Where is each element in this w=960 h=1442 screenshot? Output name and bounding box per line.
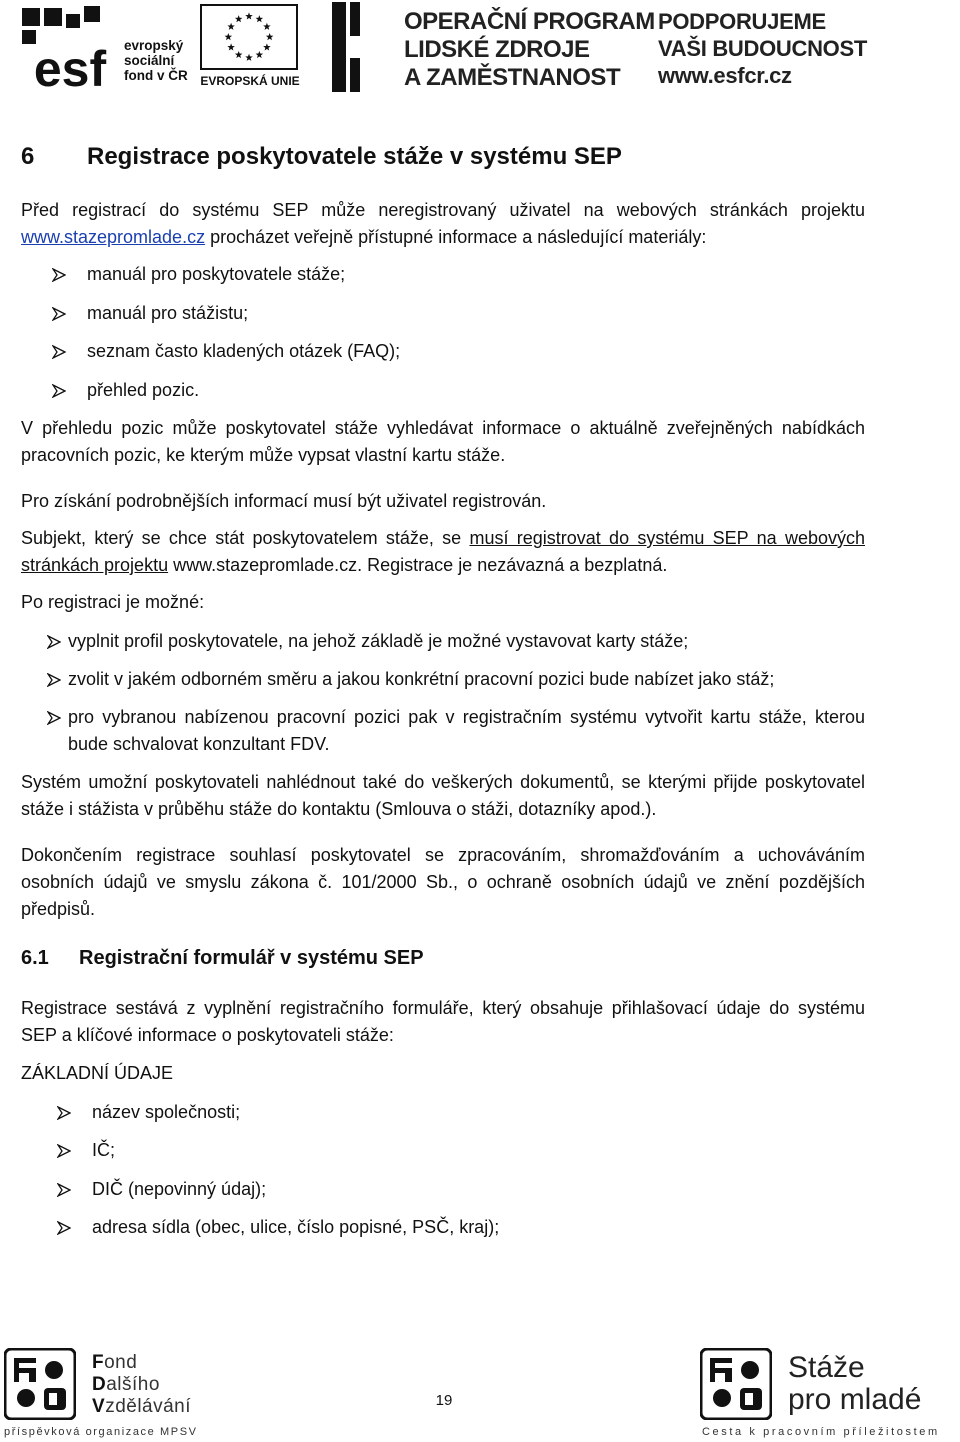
subsection-title: Registrační formulář v systému SEP: [79, 947, 424, 969]
list-item: manuál pro stážistu;: [21, 300, 865, 339]
eu-star-icon: [235, 15, 242, 22]
subsection-heading: [21, 945, 865, 971]
list-item: manuál pro poskytovatele stáže;: [21, 261, 865, 300]
arrowhead-bullet-icon: [52, 307, 66, 321]
list-item: název společnosti;: [21, 1099, 865, 1137]
eu-star-icon: [263, 23, 271, 30]
fdv-logo-text: Fond Dalšího Vzdělávání: [92, 1352, 192, 1417]
basic-data-list: [21, 1099, 865, 1252]
list-item: adresa sídla (obec, ulice, číslo popisné, PSČ, kraj);: [21, 1214, 865, 1252]
stazepromlade-logo-text: Stáže pro mladé: [788, 1351, 922, 1416]
after-registration-paragraph: Po registraci je možné:: [21, 592, 205, 612]
eu-flag-icon: [200, 4, 298, 70]
subsection-number: 6.1: [21, 947, 49, 969]
arrowhead-bullet-icon: [52, 384, 66, 398]
eu-star-icon: [245, 12, 252, 19]
fdv-subtitle: příspěvková organizace MPSV: [4, 1426, 198, 1438]
arrowhead-bullet-icon: [57, 1144, 71, 1158]
page-number: 19: [435, 1392, 453, 1409]
op-logo: [332, 2, 655, 92]
list-item: seznam často kladených otázek (FAQ);: [21, 338, 865, 377]
registration-options-list: [21, 628, 865, 758]
stazepromlade-logo-icon: [700, 1348, 772, 1420]
eu-star-icon: [227, 43, 235, 50]
arrowhead-bullet-icon: [47, 635, 61, 649]
more-info-paragraph: Pro získání podrobnějších informací musí být uživatel registrován.: [21, 491, 547, 511]
eu-star-icon: [245, 54, 252, 61]
overview-paragraph: V přehledu pozic může poskytovatel stáže vyhledávat informace o aktuálně zveřejněných nabídkách pracovních pozic, ke kterým může vypsat vlastní kartu stáže.: [21, 418, 865, 465]
eu-star-icon: [235, 51, 242, 58]
esf-logo: [20, 4, 200, 90]
section-number: 6: [21, 143, 35, 170]
arrowhead-bullet-icon: [52, 268, 66, 282]
list-item: vyplnit profil poskytovatele, na jehož základě je možné vystavovat karty stáže;: [21, 628, 865, 655]
form-intro-paragraph: Registrace sestává z vyplnění registračního formuláře, který obsahuje přihlašovací údaje do systému SEP a klíčové informace o poskytovateli stáže:: [21, 998, 865, 1045]
eu-star-icon: [256, 15, 263, 22]
stazepromlade-subtitle: Cesta k pracovním příležitostem: [702, 1426, 940, 1438]
fdv-logo-icon: [4, 1348, 76, 1420]
eu-logo: [200, 4, 300, 90]
esf-logo-text: evropský sociální fond v ČR: [124, 38, 188, 83]
consent-paragraph: Dokončením registrace souhlasí poskytovatel se zpracováním, shromažďováním a uchováváním osobních údajů ve smyslu zákona č. 101/2000 Sb., o ochraně osobních údajů ve znění pozdějších předpisů.: [21, 845, 865, 919]
eu-label: EVROPSKÁ UNIE: [200, 74, 300, 88]
intro-paragraph: Před registrací do systému SEP může neregistrovaný uživatel na webových stránkách projektu www.stazepromlade.cz procházet veřejně přístupné informace a následující materiály:: [21, 200, 865, 247]
list-item: zvolit v jakém odborném směru a jakou konkrétní pracovní pozici bude nabízet jako stáž;: [21, 666, 865, 693]
arrowhead-bullet-icon: [47, 711, 61, 725]
list-item: DIČ (nepovinný údaj);: [21, 1176, 865, 1214]
materials-list: [21, 261, 865, 415]
project-website-link[interactable]: www.stazepromlade.cz: [21, 227, 206, 247]
slogan-logo: PODPORUJEME VAŠI BUDOUCNOST www.esfcr.cz: [658, 9, 867, 88]
op-logo-text: OPERAČNÍ PROGRAM LIDSKÉ ZDROJE A ZAMĚSTNANOST: [404, 8, 655, 91]
eu-star-icon: [263, 43, 271, 50]
page-header: [0, 0, 960, 100]
section-heading: [21, 140, 865, 174]
eu-star-icon: [256, 51, 263, 58]
subject-paragraph: Subjekt, který se chce stát poskytovatelem stáže, se musí registrovat do systému SEP na webových stránkách projektu www.stazepromlade.cz. Registrace je nezávazná a bezplatná.: [21, 528, 865, 575]
page-footer: [0, 1342, 960, 1442]
section-title: Registrace poskytovatele stáže v systému SEP: [87, 143, 622, 170]
list-item: IČ;: [21, 1137, 865, 1175]
basic-data-heading: ZÁKLADNÍ ÚDAJE: [21, 1063, 174, 1083]
list-item: pro vybranou nabízenou pracovní pozici pak v registračním systému vytvořit kartu stáže, kterou bude schvalovat konzultant FDV.: [21, 704, 865, 758]
eu-star-icon: [266, 33, 273, 40]
svg-text:esf: esf: [33, 41, 107, 90]
arrowhead-bullet-icon: [57, 1106, 71, 1120]
arrowhead-bullet-icon: [57, 1221, 71, 1235]
system-paragraph: Systém umožní poskytovateli nahlédnout také do veškerých dokumentů, se kterými přijde poskytovatel stáže i stážista v průběhu stáže do kontaktu (Smlouva o stáži, dotazníky apod.).: [21, 772, 865, 819]
esf-mark-icon: [20, 4, 120, 90]
list-item: přehled pozic.: [21, 377, 865, 416]
arrowhead-bullet-icon: [57, 1183, 71, 1197]
arrowhead-bullet-icon: [47, 673, 61, 687]
document-body: [21, 140, 865, 1252]
eu-star-icon: [225, 33, 232, 40]
arrowhead-bullet-icon: [52, 345, 66, 359]
eu-star-icon: [227, 23, 235, 30]
